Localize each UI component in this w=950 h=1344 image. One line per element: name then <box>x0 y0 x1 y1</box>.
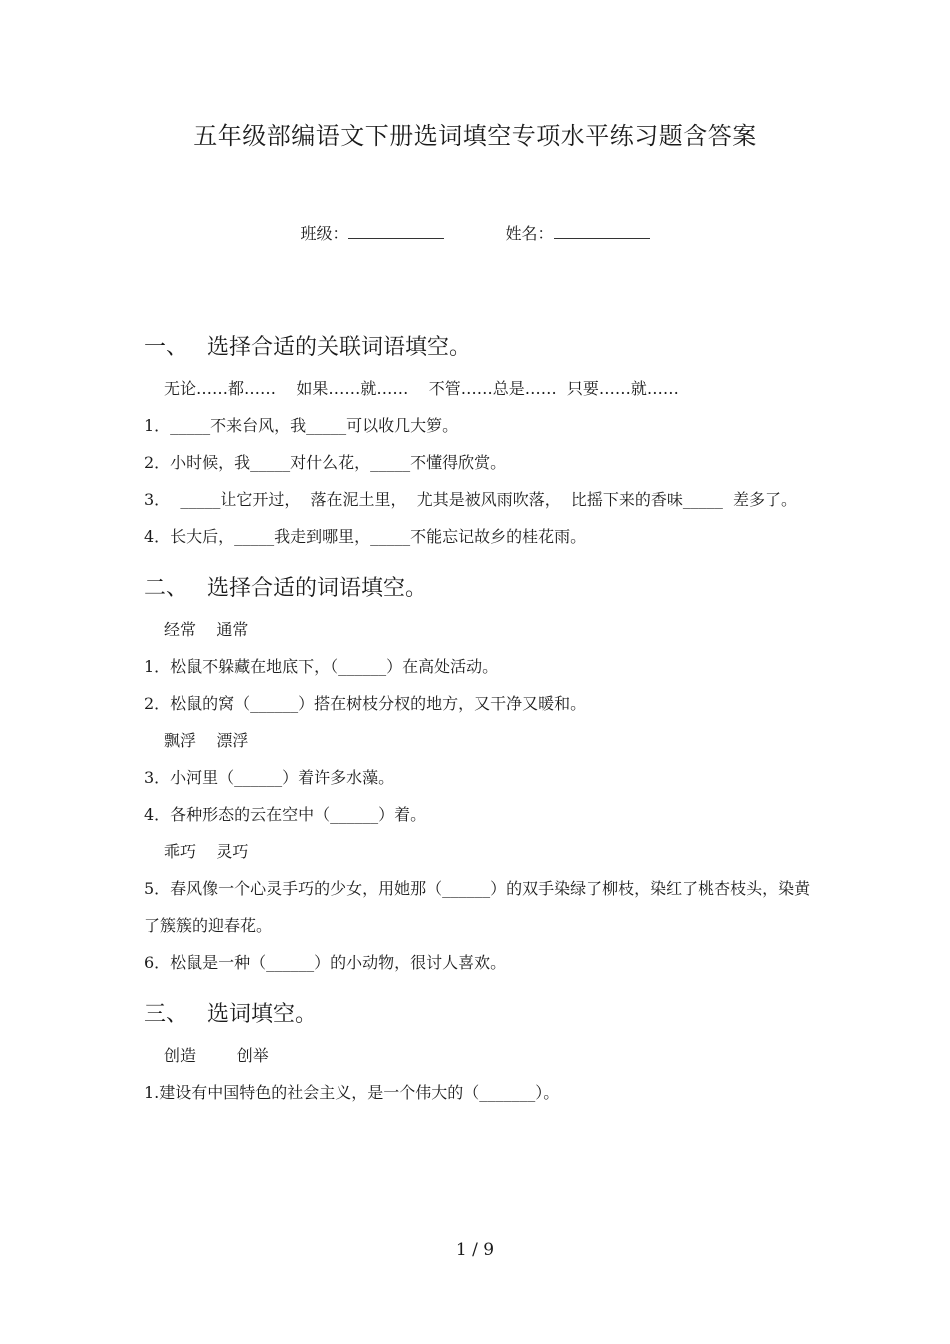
section-3 <box>144 993 814 1111</box>
question-item: 1.建设有中国特色的社会主义，是一个伟大的（_______）。 <box>144 1083 560 1102</box>
question-item: 2．小时候，我_____对什么花，_____不懂得欣赏。 <box>144 453 507 472</box>
section-gap <box>144 555 814 567</box>
question-item: 1．松鼠不躲藏在地底下，（______）在高处活动。 <box>144 657 499 676</box>
document-title: 五年级部编语文下册选词填空专项水平练习题含答案 <box>193 122 757 150</box>
question-item: 5．春风像一个心灵手巧的少女，用她那（______）的双手染绿了柳枝，染红了桃杏枝头，染黄了簇簇的迎春花。 <box>144 879 811 935</box>
question-item: 4．各种形态的云在空中（______）着。 <box>144 805 427 824</box>
section-number: 一、 <box>144 335 189 360</box>
name-label: 姓名： <box>505 224 554 243</box>
section-title: 选择合适的词语填空。 <box>207 576 428 601</box>
question-item: 6．松鼠是一种（______）的小动物，很讨人喜欢。 <box>144 953 507 972</box>
section-title: 选择合适的关联词语填空。 <box>207 335 472 360</box>
question-item: 4．长大后，_____我走到哪里，_____不能忘记故乡的桂花雨。 <box>144 527 587 546</box>
section-1 <box>144 326 814 555</box>
word-options: 飘浮 漂浮 <box>164 731 249 750</box>
word-options: 经常 通常 <box>164 620 249 639</box>
word-options: 创造 创举 <box>164 1046 269 1065</box>
student-info-row <box>0 221 950 244</box>
section-heading <box>144 326 814 370</box>
class-field <box>300 221 444 244</box>
section-number: 二、 <box>144 576 189 601</box>
question-item: 3．小河里（______）着许多水藻。 <box>144 768 395 787</box>
document-content <box>144 326 814 1111</box>
question-item: 2．松鼠的窝（______）搭在树枝分杈的地方，又干净又暖和。 <box>144 694 587 713</box>
name-field <box>506 221 650 244</box>
name-blank[interactable] <box>554 224 650 239</box>
question-item: 3． _____让它开过， 落在泥土里， 尤其是被风雨吹落， 比摇下来的香味_____ 差多了。 <box>144 490 798 509</box>
question-item: 1．_____不来台风，我_____可以收几大箩。 <box>144 416 459 435</box>
section-number: 三、 <box>144 1002 189 1027</box>
word-options: 无论……都…… 如果……就…… 不管……总是…… 只要……就…… <box>164 379 679 398</box>
section-2 <box>144 567 814 981</box>
class-label: 班级： <box>300 224 349 243</box>
class-blank[interactable] <box>348 224 444 239</box>
section-gap <box>144 981 814 993</box>
section-heading <box>144 993 814 1037</box>
section-title: 选词填空。 <box>207 1002 318 1027</box>
word-options: 乖巧 灵巧 <box>164 842 249 861</box>
page-number: 1 / 9 <box>455 1240 495 1260</box>
section-heading <box>144 567 814 611</box>
